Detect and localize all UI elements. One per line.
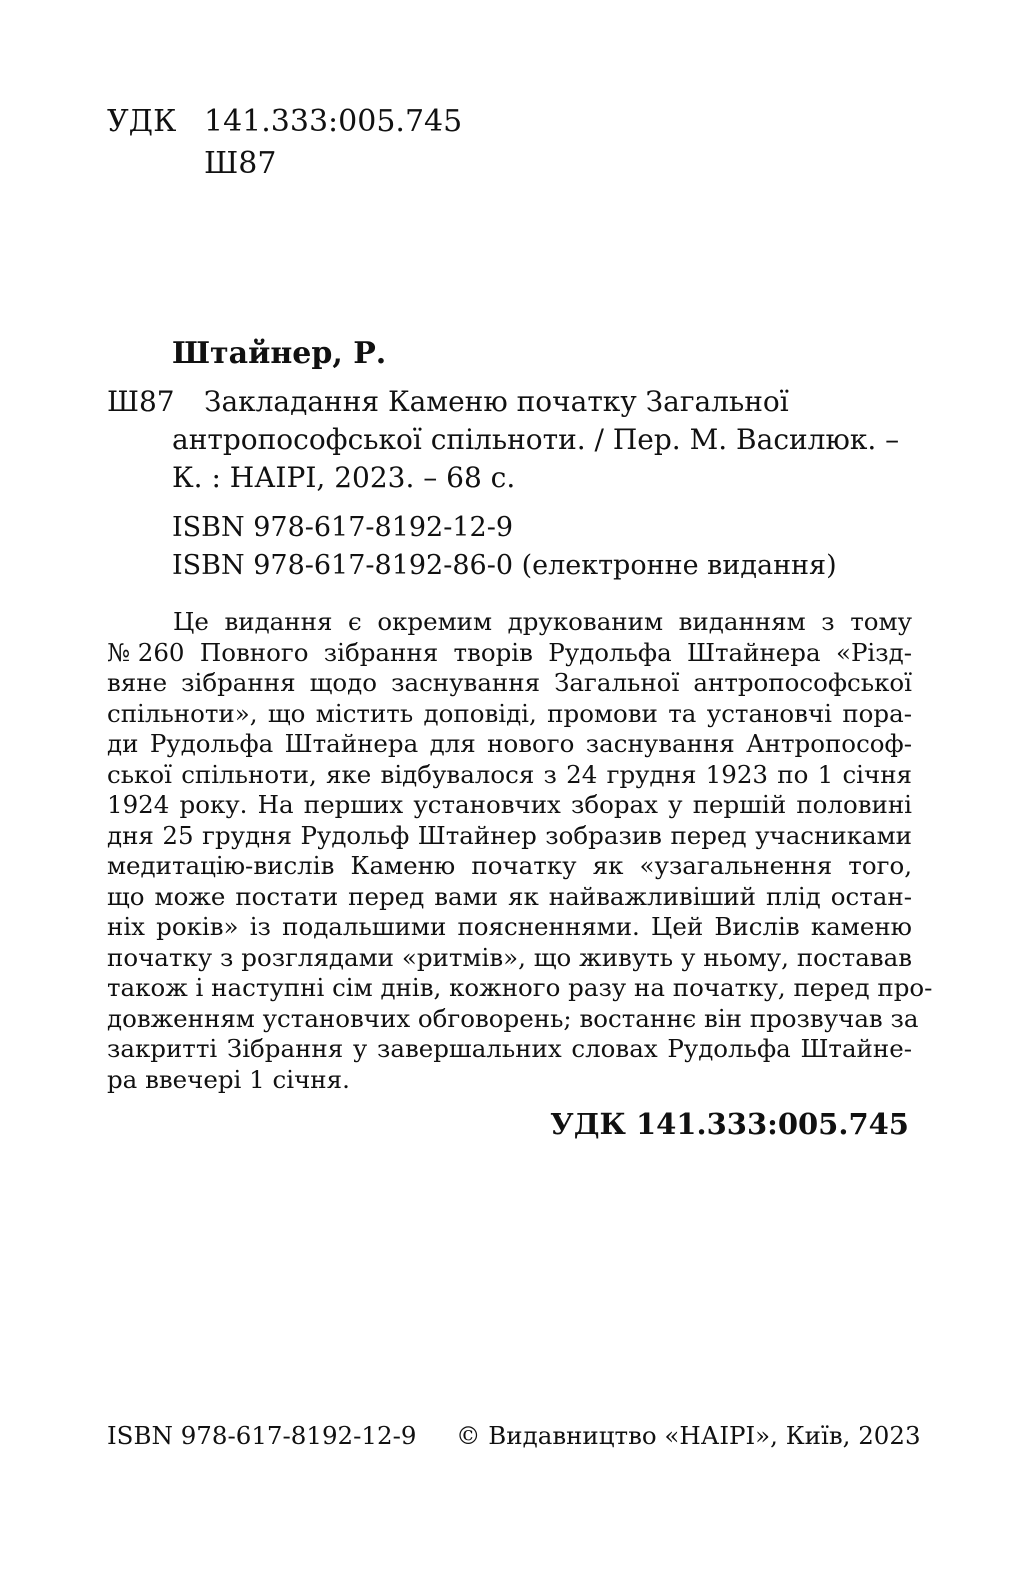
footer-isbn: ISBN 978-617-8192-12-9 <box>107 1421 417 1450</box>
title-line: Закладання Каменю початку Загальної <box>204 385 789 418</box>
isbn-print: ISBN 978-617-8192-12-9 <box>172 512 514 543</box>
annotation-line: медитацію-вислів Каменю початку як «узагальнення того, <box>107 851 912 880</box>
annotation-line: закритті Зібрання у завершальних словах Рудольфа Штайне- <box>107 1034 912 1063</box>
annotation-line: початку з розглядами «ритмів», що живуть у ньому, поставав <box>107 942 912 972</box>
annotation-line: ди Рудольфа Штайнера для нового заснування Антропософ- <box>107 729 912 758</box>
author-heading: Штайнер, Р. <box>172 336 387 371</box>
udk-bottom: УДК 141.333:005.745 <box>550 1107 909 1141</box>
annotation-line: дня 25 грудня Рудольф Штайнер зобразив перед учасниками <box>107 820 912 850</box>
annotation-line: №260 Повного зібрання творів Рудольфа Штайнера «Різд- <box>107 637 912 667</box>
annotation-line: що може постати перед вами як найважливіший плід остан- <box>107 881 912 911</box>
annotation-line: ра ввечері 1 січня. <box>107 1064 350 1094</box>
annotation-line: довженням установчих обговорень; востаннє він прозвучав за <box>107 1003 919 1033</box>
title-line: антропософської спільноти. / Пер. М. Василюк. – <box>172 423 900 456</box>
annotation-line: 1924 року. На перших установчих зборах у першій половині <box>107 790 912 819</box>
annotation-line: вяне зібрання щодо заснування Загальної антропософської <box>107 668 912 697</box>
udk-code: 141.333:005.745 <box>204 104 463 139</box>
annotation-line: ніх років» із подальшими поясненнями. Цей Вислів каменю <box>107 912 912 941</box>
isbn-electronic: ISBN 978-617-8192-86-0 (електронне видання) <box>172 550 837 581</box>
annotation <box>107 607 933 1095</box>
footer-copyright: © Видавництво «НАІРІ», Київ, 2023 <box>456 1421 921 1450</box>
catalog-mark: Ш87 <box>107 385 175 418</box>
author-mark: Ш87 <box>204 146 277 181</box>
annotation-line: ської спільноти, яке відбувалося з 24 грудня 1923 по 1 січня <box>107 759 912 789</box>
annotation-line: також і наступні сім днів, кожного разу на початку, перед про- <box>107 973 933 1002</box>
udk-label: УДК <box>107 104 177 139</box>
annotation-line: Це видання є окремим друкованим виданням з тому <box>173 607 912 636</box>
title-line: К. : НАІРІ, 2023. – 68 с. <box>172 461 516 494</box>
annotation-line: спільноти», що містить доповіді, промови та установчі пора- <box>107 698 912 728</box>
